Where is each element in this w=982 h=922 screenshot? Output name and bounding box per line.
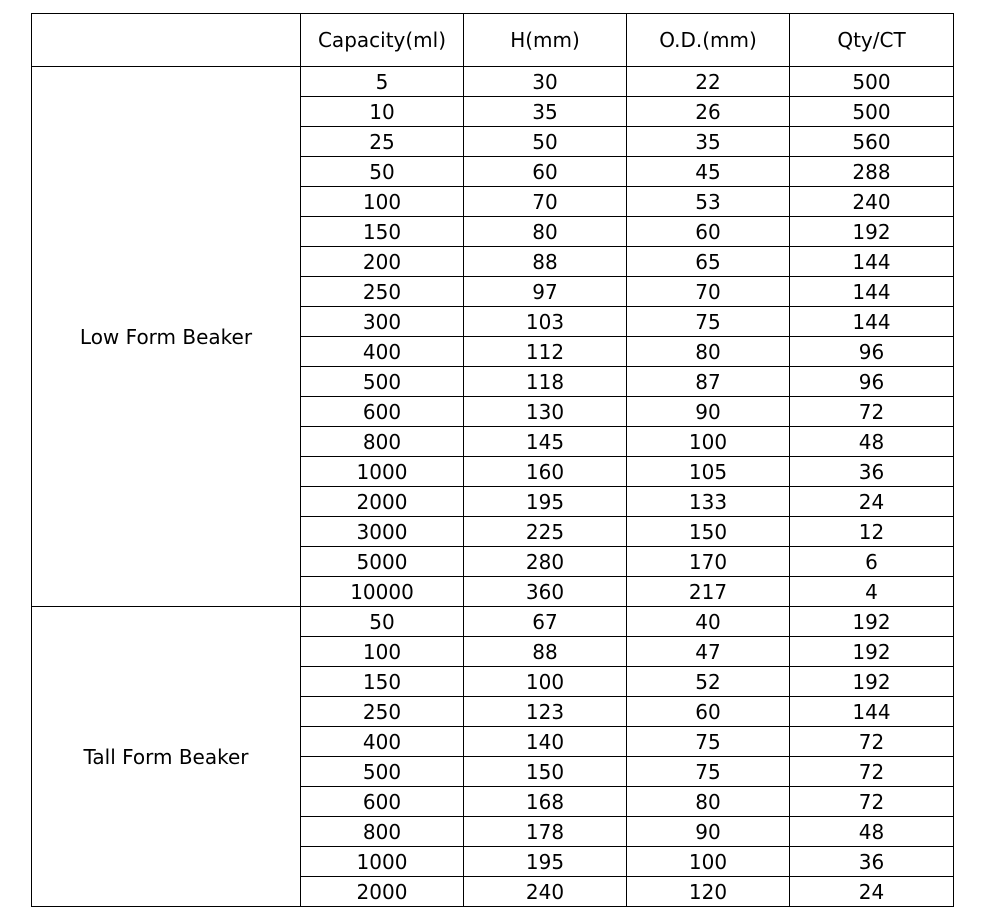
- cell-outer-diameter: 90: [627, 817, 790, 847]
- cell-height: 60: [464, 157, 627, 187]
- cell-qty-per-carton: 48: [790, 817, 954, 847]
- cell-qty-per-carton: 192: [790, 637, 954, 667]
- cell-capacity: 100: [301, 637, 464, 667]
- cell-capacity: 10: [301, 97, 464, 127]
- header-height: H(mm): [464, 14, 627, 67]
- table-row: [32, 607, 954, 637]
- table-row: [32, 67, 954, 97]
- cell-capacity: 5: [301, 67, 464, 97]
- cell-height: 240: [464, 877, 627, 907]
- cell-qty-per-carton: 192: [790, 217, 954, 247]
- cell-outer-diameter: 133: [627, 487, 790, 517]
- cell-qty-per-carton: 144: [790, 697, 954, 727]
- cell-capacity: 5000: [301, 547, 464, 577]
- cell-capacity: 2000: [301, 487, 464, 517]
- cell-capacity: 1000: [301, 457, 464, 487]
- cell-height: 50: [464, 127, 627, 157]
- cell-height: 195: [464, 487, 627, 517]
- cell-capacity: 150: [301, 667, 464, 697]
- cell-outer-diameter: 40: [627, 607, 790, 637]
- cell-capacity: 500: [301, 367, 464, 397]
- cell-qty-per-carton: 12: [790, 517, 954, 547]
- cell-height: 118: [464, 367, 627, 397]
- cell-capacity: 50: [301, 607, 464, 637]
- cell-qty-per-carton: 36: [790, 457, 954, 487]
- cell-height: 35: [464, 97, 627, 127]
- cell-outer-diameter: 52: [627, 667, 790, 697]
- cell-height: 140: [464, 727, 627, 757]
- cell-height: 145: [464, 427, 627, 457]
- cell-height: 97: [464, 277, 627, 307]
- cell-outer-diameter: 75: [627, 727, 790, 757]
- cell-qty-per-carton: 144: [790, 247, 954, 277]
- cell-height: 103: [464, 307, 627, 337]
- cell-capacity: 100: [301, 187, 464, 217]
- cell-capacity: 400: [301, 337, 464, 367]
- cell-height: 160: [464, 457, 627, 487]
- cell-height: 123: [464, 697, 627, 727]
- cell-height: 30: [464, 67, 627, 97]
- cell-outer-diameter: 90: [627, 397, 790, 427]
- cell-height: 112: [464, 337, 627, 367]
- cell-capacity: 800: [301, 817, 464, 847]
- cell-qty-per-carton: 72: [790, 787, 954, 817]
- cell-qty-per-carton: 4: [790, 577, 954, 607]
- cell-qty-per-carton: 24: [790, 877, 954, 907]
- cell-outer-diameter: 100: [627, 427, 790, 457]
- cell-qty-per-carton: 96: [790, 337, 954, 367]
- cell-capacity: 800: [301, 427, 464, 457]
- table-body: [32, 67, 954, 907]
- cell-outer-diameter: 35: [627, 127, 790, 157]
- cell-height: 130: [464, 397, 627, 427]
- cell-qty-per-carton: 36: [790, 847, 954, 877]
- cell-outer-diameter: 75: [627, 757, 790, 787]
- cell-height: 80: [464, 217, 627, 247]
- cell-capacity: 2000: [301, 877, 464, 907]
- cell-height: 168: [464, 787, 627, 817]
- cell-capacity: 500: [301, 757, 464, 787]
- beaker-spec-table: [31, 13, 954, 907]
- cell-height: 150: [464, 757, 627, 787]
- cell-qty-per-carton: 144: [790, 307, 954, 337]
- cell-capacity: 400: [301, 727, 464, 757]
- cell-capacity: 1000: [301, 847, 464, 877]
- cell-qty-per-carton: 500: [790, 97, 954, 127]
- cell-qty-per-carton: 192: [790, 667, 954, 697]
- cell-qty-per-carton: 72: [790, 397, 954, 427]
- cell-capacity: 250: [301, 277, 464, 307]
- cell-height: 280: [464, 547, 627, 577]
- cell-outer-diameter: 60: [627, 697, 790, 727]
- cell-capacity: 25: [301, 127, 464, 157]
- cell-capacity: 300: [301, 307, 464, 337]
- header-row: [32, 14, 954, 67]
- cell-height: 225: [464, 517, 627, 547]
- cell-outer-diameter: 47: [627, 637, 790, 667]
- header-blank-cell: [32, 14, 301, 67]
- cell-height: 360: [464, 577, 627, 607]
- cell-capacity: 200: [301, 247, 464, 277]
- cell-qty-per-carton: 560: [790, 127, 954, 157]
- cell-height: 88: [464, 247, 627, 277]
- cell-qty-per-carton: 500: [790, 67, 954, 97]
- cell-qty-per-carton: 288: [790, 157, 954, 187]
- cell-height: 70: [464, 187, 627, 217]
- cell-qty-per-carton: 192: [790, 607, 954, 637]
- cell-qty-per-carton: 72: [790, 727, 954, 757]
- cell-outer-diameter: 217: [627, 577, 790, 607]
- header-capacity: Capacity(ml): [301, 14, 464, 67]
- cell-outer-diameter: 60: [627, 217, 790, 247]
- header-qty-per-carton: Qty/CT: [790, 14, 954, 67]
- cell-capacity: 600: [301, 787, 464, 817]
- cell-height: 178: [464, 817, 627, 847]
- cell-outer-diameter: 87: [627, 367, 790, 397]
- cell-outer-diameter: 75: [627, 307, 790, 337]
- cell-outer-diameter: 65: [627, 247, 790, 277]
- cell-outer-diameter: 170: [627, 547, 790, 577]
- cell-qty-per-carton: 144: [790, 277, 954, 307]
- cell-capacity: 3000: [301, 517, 464, 547]
- cell-qty-per-carton: 240: [790, 187, 954, 217]
- cell-capacity: 50: [301, 157, 464, 187]
- cell-height: 100: [464, 667, 627, 697]
- cell-outer-diameter: 120: [627, 877, 790, 907]
- cell-capacity: 250: [301, 697, 464, 727]
- cell-outer-diameter: 80: [627, 787, 790, 817]
- cell-outer-diameter: 105: [627, 457, 790, 487]
- group-label: Low Form Beaker: [32, 67, 301, 607]
- cell-height: 195: [464, 847, 627, 877]
- cell-outer-diameter: 70: [627, 277, 790, 307]
- cell-capacity: 10000: [301, 577, 464, 607]
- header-outer-diameter: O.D.(mm): [627, 14, 790, 67]
- cell-outer-diameter: 150: [627, 517, 790, 547]
- cell-outer-diameter: 26: [627, 97, 790, 127]
- cell-outer-diameter: 80: [627, 337, 790, 367]
- cell-capacity: 150: [301, 217, 464, 247]
- cell-outer-diameter: 45: [627, 157, 790, 187]
- cell-qty-per-carton: 96: [790, 367, 954, 397]
- cell-outer-diameter: 100: [627, 847, 790, 877]
- cell-outer-diameter: 22: [627, 67, 790, 97]
- table-header: [32, 14, 954, 67]
- cell-qty-per-carton: 72: [790, 757, 954, 787]
- cell-outer-diameter: 53: [627, 187, 790, 217]
- group-label: Tall Form Beaker: [32, 607, 301, 907]
- cell-qty-per-carton: 6: [790, 547, 954, 577]
- cell-capacity: 600: [301, 397, 464, 427]
- cell-qty-per-carton: 48: [790, 427, 954, 457]
- cell-height: 88: [464, 637, 627, 667]
- cell-qty-per-carton: 24: [790, 487, 954, 517]
- cell-height: 67: [464, 607, 627, 637]
